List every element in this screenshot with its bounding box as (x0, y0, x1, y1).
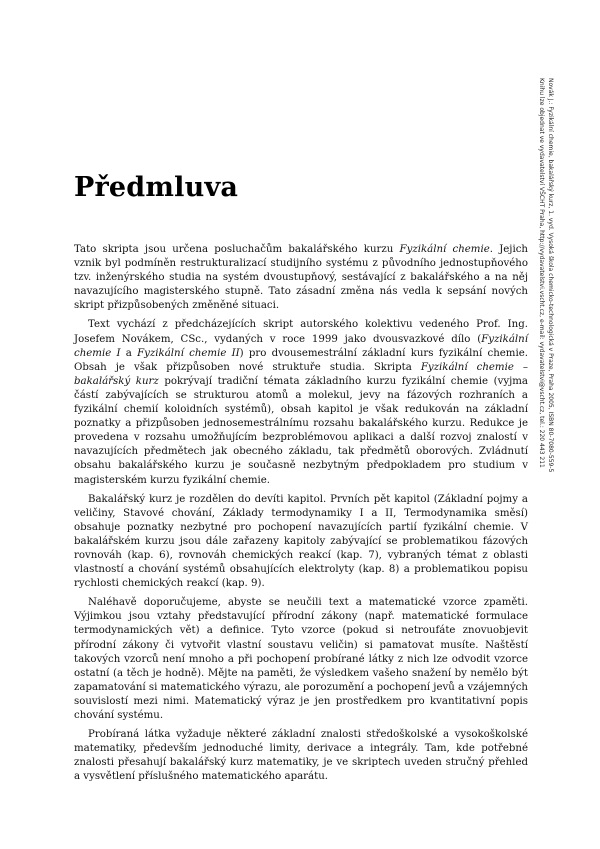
book-title-2-italic: Fyzikální chemie II (137, 347, 240, 359)
preface-body (74, 243, 528, 789)
side-note-line-1: Novák J.: Fyzikální chemie, bakalářský kurz, 1. vyd. Vysoká škola chemicko-technologická v Praze, Praha 2005, ISBN 80-7080-559-5 (547, 78, 554, 473)
paragraph-1: Tato skripta jsou určena posluchačům bakalářského kurzu Fyzikální chemie. Jejich vznik byl podmíněn restrukturalizací studijního systému z původního jednostupňového tzv. inženýrského studia na systém dvoustupňový, sestávající z bakalářského a na něj navazujícího magisterského stupně. Tato zásadní změna nás vedla k sepsání nových skript přizpůsobených změněné situaci. (74, 244, 528, 312)
publication-side-note (537, 78, 555, 593)
book-title-1-italic: Fyzikální chemie I (74, 333, 528, 359)
page-title: Předmluva (74, 172, 239, 203)
book-title-3-italic: Fyzikální chemie – bakalářský kurz (74, 361, 528, 387)
paragraph-2: Text vychází z předcházejících skript autorského kolektivu vedeného Prof. Ing. Josefem Novákem, CSc., vydaných v roce 1999 jako dvousvazkové dílo (Fyzikální chemie I a Fyzikální chemie II) pro dvousemestrální základní kurs fyzikální chemie. Obsah je však přizpůsoben nové struktuře studia. Skripta Fyzikální chemie – bakalářský kurz pokrývají tradiční témata základního kurzu fyzikální chemie (vyjma částí zabývajících se strukturou atomů a molekul, jevy na fázových rozhraních a fyzikální chemií koloidních systémů), obsah kapitol je však redukován na základní poznatky a přizpůsoben jednosemestrálnímu rozsahu bakalářského kurzu. Redukce je provedena v rozsahu umožňujícím bezproblémovou aplikaci a další rozvoj znalostí v navazujících předmětech jak obecného základu, tak předmětů oborových. Zvládnutí obsahu bakalářského kurzu je současně nezbytným předpokladem pro studium v magisterském kurzu fyzikální chemie. (74, 319, 528, 486)
side-note-line-2: Knihu lze objednat ve vydavatelství VŠCHT Praha, http://vydavatelstvi.vscht.cz, e-mail: vydavatelstvi@vscht.cz, tel.: 220 443 211 (538, 78, 545, 468)
paragraph-3: Bakalářský kurz je rozdělen do devíti kapitol. Prvních pět kapitol (Základní pojmy a veličiny, Stavové chování, Základy termodynamiky I a II, Termodynamika směsí) obsahuje poznatky nezbytné pro pochopení navazujících partií fyzikální chemie. V bakalářském kurzu jsou dále zařazeny kapitoly zabývající se problematikou fázových rovnováh (kap. 6), rovnováh chemických reakcí (kap. 7), vybraných témat z oblasti vlastností a chování systémů obsahujících elektrolyty (kap. 8) a problematikou popisu rychlosti chemických reakcí (kap. 9). (74, 493, 528, 590)
paragraph-4: Naléhavě doporučujeme, abyste se neučili text a matematické vzorce zpaměti. Výjimkou jsou vztahy představující přírodní zákony (např. matematické formulace termodynamických vět) a definice. Tyto vzorce (pokud si netroufáte znovuobjevit přírodní zákony či vytvořit vlastní soustavu veličin) si pamatovat musíte. Naštěstí takových vzorců není mnoho a při pochopení probírané látky z nich lze odvodit vzorce ostatní (a těch je hodně). Mějte na paměti, že výsledkem vašeho snažení by nemělo být zapamatování si matematického výrazu, ale porozumění a pochopení jevů a vzájemných souvislostí mezi nimi. Matematický výraz je jen prostředkem pro kvantitativní popis chování systému. (74, 597, 528, 721)
course-name-italic: Fyzikální chemie (399, 244, 490, 255)
paragraph-5: Probíraná látka vyžaduje některé základní znalosti středoškolské a vysokoškolské matematiky, především jednoduché limity, derivace a integrály. Tam, kde potřebné znalosti přesahují bakalářský kurz matematiky, je ve skriptech uveden stručný přehled a vysvětlení příslušného matematického aparátu. (74, 729, 528, 783)
